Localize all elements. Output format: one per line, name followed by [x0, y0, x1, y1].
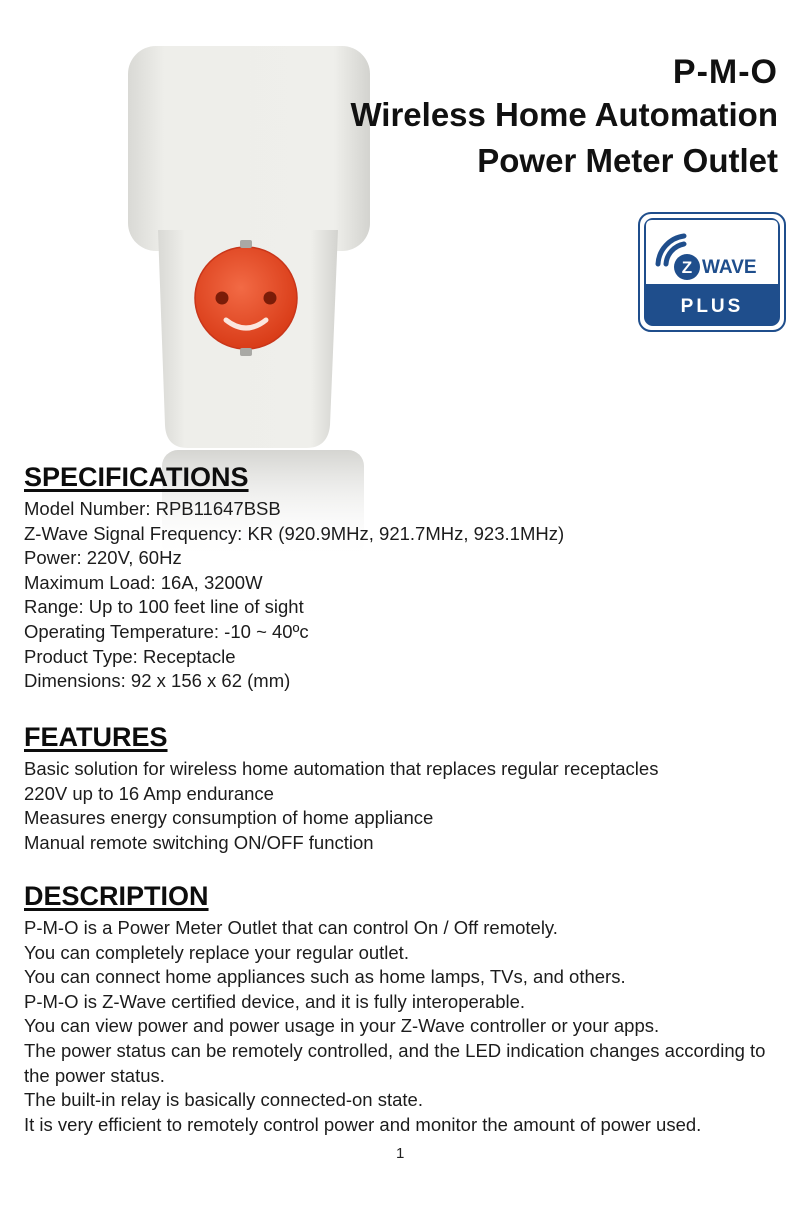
description-line: You can view power and power usage in your Z-Wave controller or your apps.	[24, 1015, 660, 1037]
spec-maximum-load: Maximum Load: 16A, 3200W	[24, 571, 263, 593]
specifications-list	[24, 497, 794, 694]
feature-item: Measures energy consumption of home appliance	[24, 807, 434, 829]
subtitle-line-1: Wireless Home Automation	[350, 96, 778, 133]
description-line: P-M-O is Z-Wave certified device, and it is fully interoperable.	[24, 990, 526, 1012]
page-number: 1	[396, 1145, 405, 1162]
zwave-plus-text: PLUS	[680, 296, 744, 317]
description-line: You can connect home appliances such as home lamps, TVs, and others.	[24, 966, 626, 988]
spec-product-type: Product Type: Receptacle	[24, 645, 236, 667]
subtitle-line-2: Power Meter Outlet	[477, 142, 778, 179]
description-line: The power status can be remotely controlled, and the LED indication changes according to the power status.	[24, 1039, 766, 1086]
spec-range: Range: Up to 100 feet line of sight	[24, 596, 304, 618]
features-list	[24, 757, 794, 855]
spec-signal-frequency: Z-Wave Signal Frequency: KR (920.9MHz, 921.7MHz, 923.1MHz)	[24, 522, 565, 544]
feature-item: 220V up to 16 Amp endurance	[24, 782, 274, 804]
product-title: P-M-O	[672, 53, 778, 91]
spec-dimensions: Dimensions: 92 x 156 x 62 (mm)	[24, 670, 291, 692]
zwave-plus-logo	[638, 212, 786, 332]
feature-item: Basic solution for wireless home automation that replaces regular receptacles	[24, 758, 659, 779]
zwave-text: WAVE	[702, 257, 757, 278]
spec-model-number: Model Number: RPB11647BSB	[24, 498, 281, 519]
header-block	[350, 52, 778, 184]
features-heading: FEATURES	[24, 722, 168, 752]
spec-power: Power: 220V, 60Hz	[24, 547, 182, 569]
description-line: It is very efficient to remotely control power and monitor the amount of power used.	[24, 1113, 702, 1135]
description-line: You can completely replace your regular outlet.	[24, 941, 409, 963]
description-line: The built-in relay is basically connected-on state.	[24, 1089, 423, 1111]
spec-operating-temperature: Operating Temperature: -10 ~ 40ºc	[24, 620, 309, 642]
feature-item: Manual remote switching ON/OFF function	[24, 831, 374, 853]
description-heading: DESCRIPTION	[24, 881, 209, 911]
zwave-z-letter: Z	[681, 258, 693, 277]
description-list	[24, 916, 784, 1137]
specifications-heading: SPECIFICATIONS	[24, 462, 249, 492]
description-line: P-M-O is a Power Meter Outlet that can control On / Off remotely.	[24, 917, 558, 938]
